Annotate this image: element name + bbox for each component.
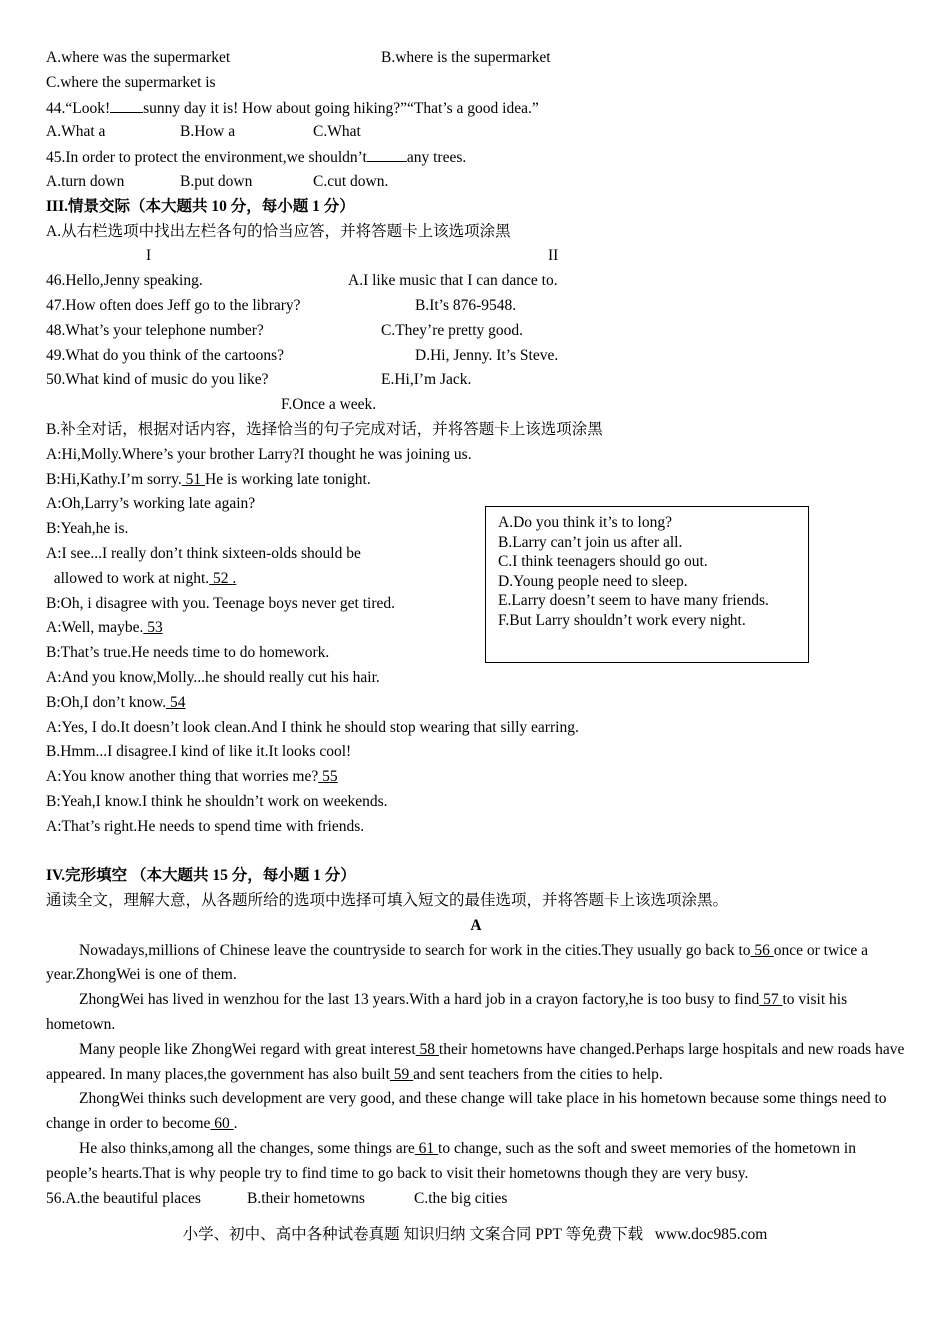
option-item: C.I think teenagers should go out. (498, 553, 708, 570)
matching-row (46, 368, 906, 393)
blank-52: 52 . (209, 569, 237, 587)
passage-label: A (470, 916, 482, 934)
q44-options-row (46, 120, 906, 145)
option-item: A.Do you think it’s to long? (498, 514, 672, 531)
dialogue-options-box (485, 506, 809, 663)
dialogue-line: A:Oh,Larry’s working late again? (46, 495, 256, 513)
q43-option-a: A.where was the supermarket (46, 49, 231, 66)
q45-stem: 45.In order to protect the environment,we shouldn’t any trees. (46, 145, 906, 170)
q56-option-a: 56.A.the beautiful places (46, 1189, 201, 1207)
dialogue-line: B:Oh, i disagree with you. Teenage boys never get tired. (46, 594, 396, 612)
q44-blank (110, 96, 143, 113)
blank-59: 59 (389, 1065, 414, 1083)
blank-53: 53 (143, 619, 163, 637)
blank-51: 51 (181, 470, 205, 488)
q45-options-row (46, 170, 906, 195)
option-item: E.Larry doesn’t seem to have many friends. (498, 592, 769, 609)
page-footer: 小学、初中、高中各种试卷真题 知识归纳 文案合同 PPT 等免费下载 www.doc985.com (182, 1226, 768, 1243)
dialogue-line: A:I see...I really don’t think sixteen-olds should be (46, 544, 361, 562)
q43-options-row-2 (46, 71, 906, 96)
q45-blank (367, 145, 407, 162)
dialogue-line: B:Hi,Kathy.I’m sorry. 51 He is working late tonight. (46, 470, 371, 488)
dialogue-line: B:That’s true.He needs time to do homework. (46, 644, 330, 662)
dialogue-line: B:Yeah,I know.I think he shouldn’t work on weekends. (46, 792, 388, 810)
q45-option-a: A.turn down (46, 172, 125, 190)
passage-paragraph: ZhongWei has lived in wenzhou for the last 13 years.With a hard job in a crayon factory,he is too busy to find 57 to visit his hometown. (46, 991, 848, 1034)
section4-instruction: 通读全文，理解大意，从各题所给的选项中选择可填入短文的最佳选项，并将答题卡上该选项涂黑。 (46, 892, 729, 910)
q56-option-b: B.their hometowns (247, 1189, 365, 1207)
option-item: D.Young people need to sleep. (498, 572, 688, 590)
right-item: E.Hi,I’m Jack. (381, 371, 472, 389)
blank-55: 55 (318, 768, 338, 786)
q44-stem: 44.“Look! sunny day it is! How about going hiking?”“That’s a good idea.” (46, 96, 906, 121)
passage-paragraph: He also thinks,among all the changes, some things are 61 to change, such as the soft and sweet memories of the hometown in people’s hearts.That is why people try to find time to go back to visit their hometowns though they are very busy. (46, 1140, 856, 1182)
column-II-label: II (548, 247, 559, 265)
right-item: A.I like music that I can dance to. (348, 272, 558, 290)
section3-heading: III.情景交际（本大题共 10 分，每小题 1 分） (46, 197, 355, 215)
matching-column-headers (46, 244, 906, 269)
dialogue-line: A:And you know,Molly...he should really cut his hair. (46, 668, 380, 686)
blank-60: 60 (210, 1115, 234, 1133)
dialogue-line: A:Yes, I do.It doesn’t look clean.And I think he should stop wearing that silly earring. (46, 718, 579, 736)
right-item: D.Hi, Jenny. It’s Steve. (415, 346, 559, 364)
q43-option-b: B.where is the supermarket (381, 49, 551, 66)
dialogue-line: B:Yeah,he is. (46, 520, 129, 538)
right-item: B.It’s 876-9548. (415, 296, 517, 314)
option-item: B.Larry can’t join us after all. (498, 533, 683, 551)
dialogue-line: A:That’s right.He needs to spend time with friends. (46, 817, 365, 835)
section3-partB-instruction: B.补全对话，根据对话内容，选择恰当的句子完成对话，并将答题卡上该选项涂黑 (46, 420, 603, 438)
column-I-label: I (146, 247, 152, 265)
q43-options-row (46, 46, 906, 71)
q56-options-row (46, 1187, 906, 1212)
blank-57: 57 (759, 991, 783, 1009)
passage-paragraph: Nowadays,millions of Chinese leave the countryside to search for work in the cities.They usually go back to 56 once or twice a year.ZhongWei is one of them. (46, 941, 868, 984)
q44-option-c: C.What (313, 123, 361, 141)
left-item: 49.What do you think of the cartoons? (46, 346, 285, 364)
spacer (46, 840, 906, 865)
q56-option-c: C.the big cities (414, 1189, 508, 1207)
right-item: F.Once a week. (281, 396, 377, 414)
option-item: F.But Larry shouldn’t work every night. (498, 611, 746, 629)
matching-row (46, 393, 906, 418)
q45-option-b: B.put down (180, 172, 253, 190)
left-item: 50.What kind of music do you like? (46, 371, 269, 389)
dialogue-line: A:Well, maybe. 53 (46, 619, 163, 637)
q45-option-c: C.cut down. (313, 172, 389, 190)
dialogue-line: allowed to work at night. 52 . (46, 569, 237, 587)
matching-row (46, 294, 906, 319)
dialogue-line: B:Oh,I don’t know. 54 (46, 693, 186, 711)
matching-row (46, 344, 906, 369)
blank-54: 54 (166, 693, 186, 711)
dialogue-line: B.Hmm...I disagree.I kind of like it.It looks cool! (46, 743, 352, 761)
passage-paragraph: ZhongWei thinks such development are very good, and these change will take place in his hometown because some things need to change in order to become 60 . (46, 1090, 887, 1133)
q43-option-c: C.where the supermarket is (46, 73, 216, 91)
right-item: C.They’re pretty good. (381, 321, 524, 339)
matching-row (46, 319, 906, 344)
blank-58: 58 (415, 1040, 439, 1058)
left-item: 47.How often does Jeff go to the library? (46, 296, 301, 314)
dialogue-line: A:Hi,Molly.Where’s your brother Larry?I thought he was joining us. (46, 445, 472, 463)
blank-56: 56 (750, 941, 774, 959)
blank-61: 61 (414, 1140, 439, 1158)
left-item: 46.Hello,Jenny speaking. (46, 272, 203, 290)
q44-option-b: B.How a (180, 123, 236, 141)
matching-row (46, 269, 906, 294)
passage-paragraph: Many people like ZhongWei regard with great interest 58 their hometowns have changed.Perhaps large hospitals and new roads have appeared. In many places,the government has also built 59 and sent teachers from the cities to help. (46, 1040, 905, 1083)
section3-partA-instruction: A.从右栏选项中找出左栏各句的恰当应答，并将答题卡上该选项涂黑 (46, 222, 511, 240)
section4-heading: IV.完形填空 （本大题共 15 分，每小题 1 分） (46, 867, 356, 885)
left-item: 48.What’s your telephone number? (46, 321, 264, 339)
dialogue-line: A:You know another thing that worries me? 55 (46, 768, 338, 786)
q44-option-a: A.What a (46, 123, 106, 141)
